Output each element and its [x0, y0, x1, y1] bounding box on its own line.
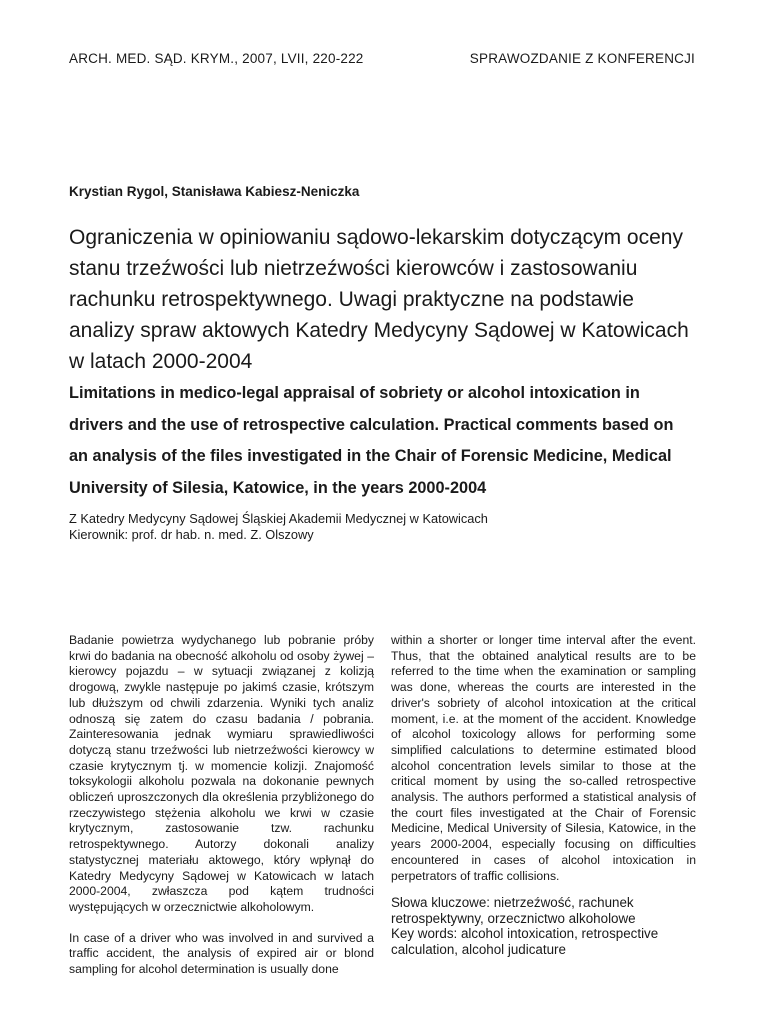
keywords [391, 895, 696, 958]
title-polish [69, 222, 709, 377]
right-column [391, 633, 696, 884]
title-pl-line: analizy spraw aktowych Katedry Medycyny Sądowej w Katowicach [69, 319, 689, 342]
title-pl-line: rachunku retrospektywnego. Uwagi praktyczne na podstawie [69, 288, 634, 311]
title-pl-line: stanu trzeźwości lub nietrzeźwości kierowców i zastosowaniu [69, 257, 638, 280]
affiliation [69, 511, 488, 543]
title-english [69, 378, 709, 504]
title-en-line: an analysis of the files investigated in the Chair of Forensic Medicine, Medical [69, 447, 672, 465]
keywords-english: Key words: alcohol intoxication, retrospective calculation, alcohol judicature [391, 926, 659, 958]
abstract-english-start: In case of a driver who was involved in and survived a traffic accident, the analysis of expired air or blond sampling for alcohol determination is usually done [69, 930, 374, 977]
title-pl-line: w latach 2000-2004 [69, 350, 253, 373]
title-en-line: Limitations in medico-legal appraisal of sobriety or alcohol intoxication in [69, 384, 640, 402]
left-column [69, 633, 374, 978]
journal-citation: ARCH. MED. SĄD. KRYM., 2007, LVII, 220-222 [69, 51, 364, 66]
title-pl-line: Ograniczenia w opiniowaniu sądowo-lekarskim dotyczącym oceny [69, 226, 683, 249]
affiliation-department: Z Katedry Medycyny Sądowej Śląskiej Akademii Medycznej w Katowicach [69, 511, 488, 526]
keywords-polish: Słowa kluczowe: nietrzeźwość, rachunek retrospektywny, orzecznictwo alkoholowe [391, 895, 636, 926]
abstract-english-continued: within a shorter or longer time interval after the event. Thus, that the obtained analytical results are to be referred to the time when the examination or sampling was done, whereas the courts are interested in the driver's sobriety of alcohol intoxication at the critical moment, i.e. at the moment of the accident. Knowledge of alcohol toxicology allows for performing some simplified calculations to determine estimated blood alcohol concentration levels similar to those at the critical moment by using the so-called retrospective analysis. The authors performed a statistical analysis of the court files investigated at the Chair of Forensic Medicine, Medical University of Silesia, Katowice, in the years 2000-2004, especially focusing on difficulties encountered in cases of alcohol intoxication in perpetrators of traffic collisions. [391, 633, 696, 883]
abstract-polish: Badanie powietrza wydychanego lub pobranie próby krwi do badania na obecność alkoholu od osoby żywej – kierowcy pojazdu – w sytuacji związanej z kolizją drogową, zwykle następuje po jakimś czasie, krótszym lub dłuższym od chwili zdarzenia. Wyniki tych analiz odnoszą się zatem do czasu badania / pobrania. Zainteresowania jednak wymiaru sprawiedliwości dotyczą stanu trzeźwości lub nietrzeźwości kierowcy w czasie krytycznym tj. w momencie kolizji. Znajomość toksykologii alkoholu pozwala na dokonanie pewnych obliczeń uproszczonych dla określenia przybliżonego do rzeczywistego stężenia alkoholu we krwi w czasie krytycznym, zastosowanie tzw. rachunku retrospektywnego. Autorzy dokonali analizy statystycznej materiału aktowego, który wpłynął do Katedry Medycyny Sądowej w Katowicach w latach 2000-2004, zwłaszcza pod kątem trudności występujących w orzecznictwie alkoholowym. [69, 633, 374, 914]
authors: Krystian Rygol, Stanisława Kabiesz-Neniczka [69, 184, 360, 199]
section-label: SPRAWOZDANIE Z KONFERENCJI [469, 51, 695, 66]
title-en-line: drivers and the use of retrospective calculation. Practical comments based on [69, 415, 674, 434]
title-en-line: University of Silesia, Katowice, in the years 2000-2004 [69, 478, 487, 497]
affiliation-head: Kierownik: prof. dr hab. n. med. Z. Olszowy [69, 527, 314, 542]
